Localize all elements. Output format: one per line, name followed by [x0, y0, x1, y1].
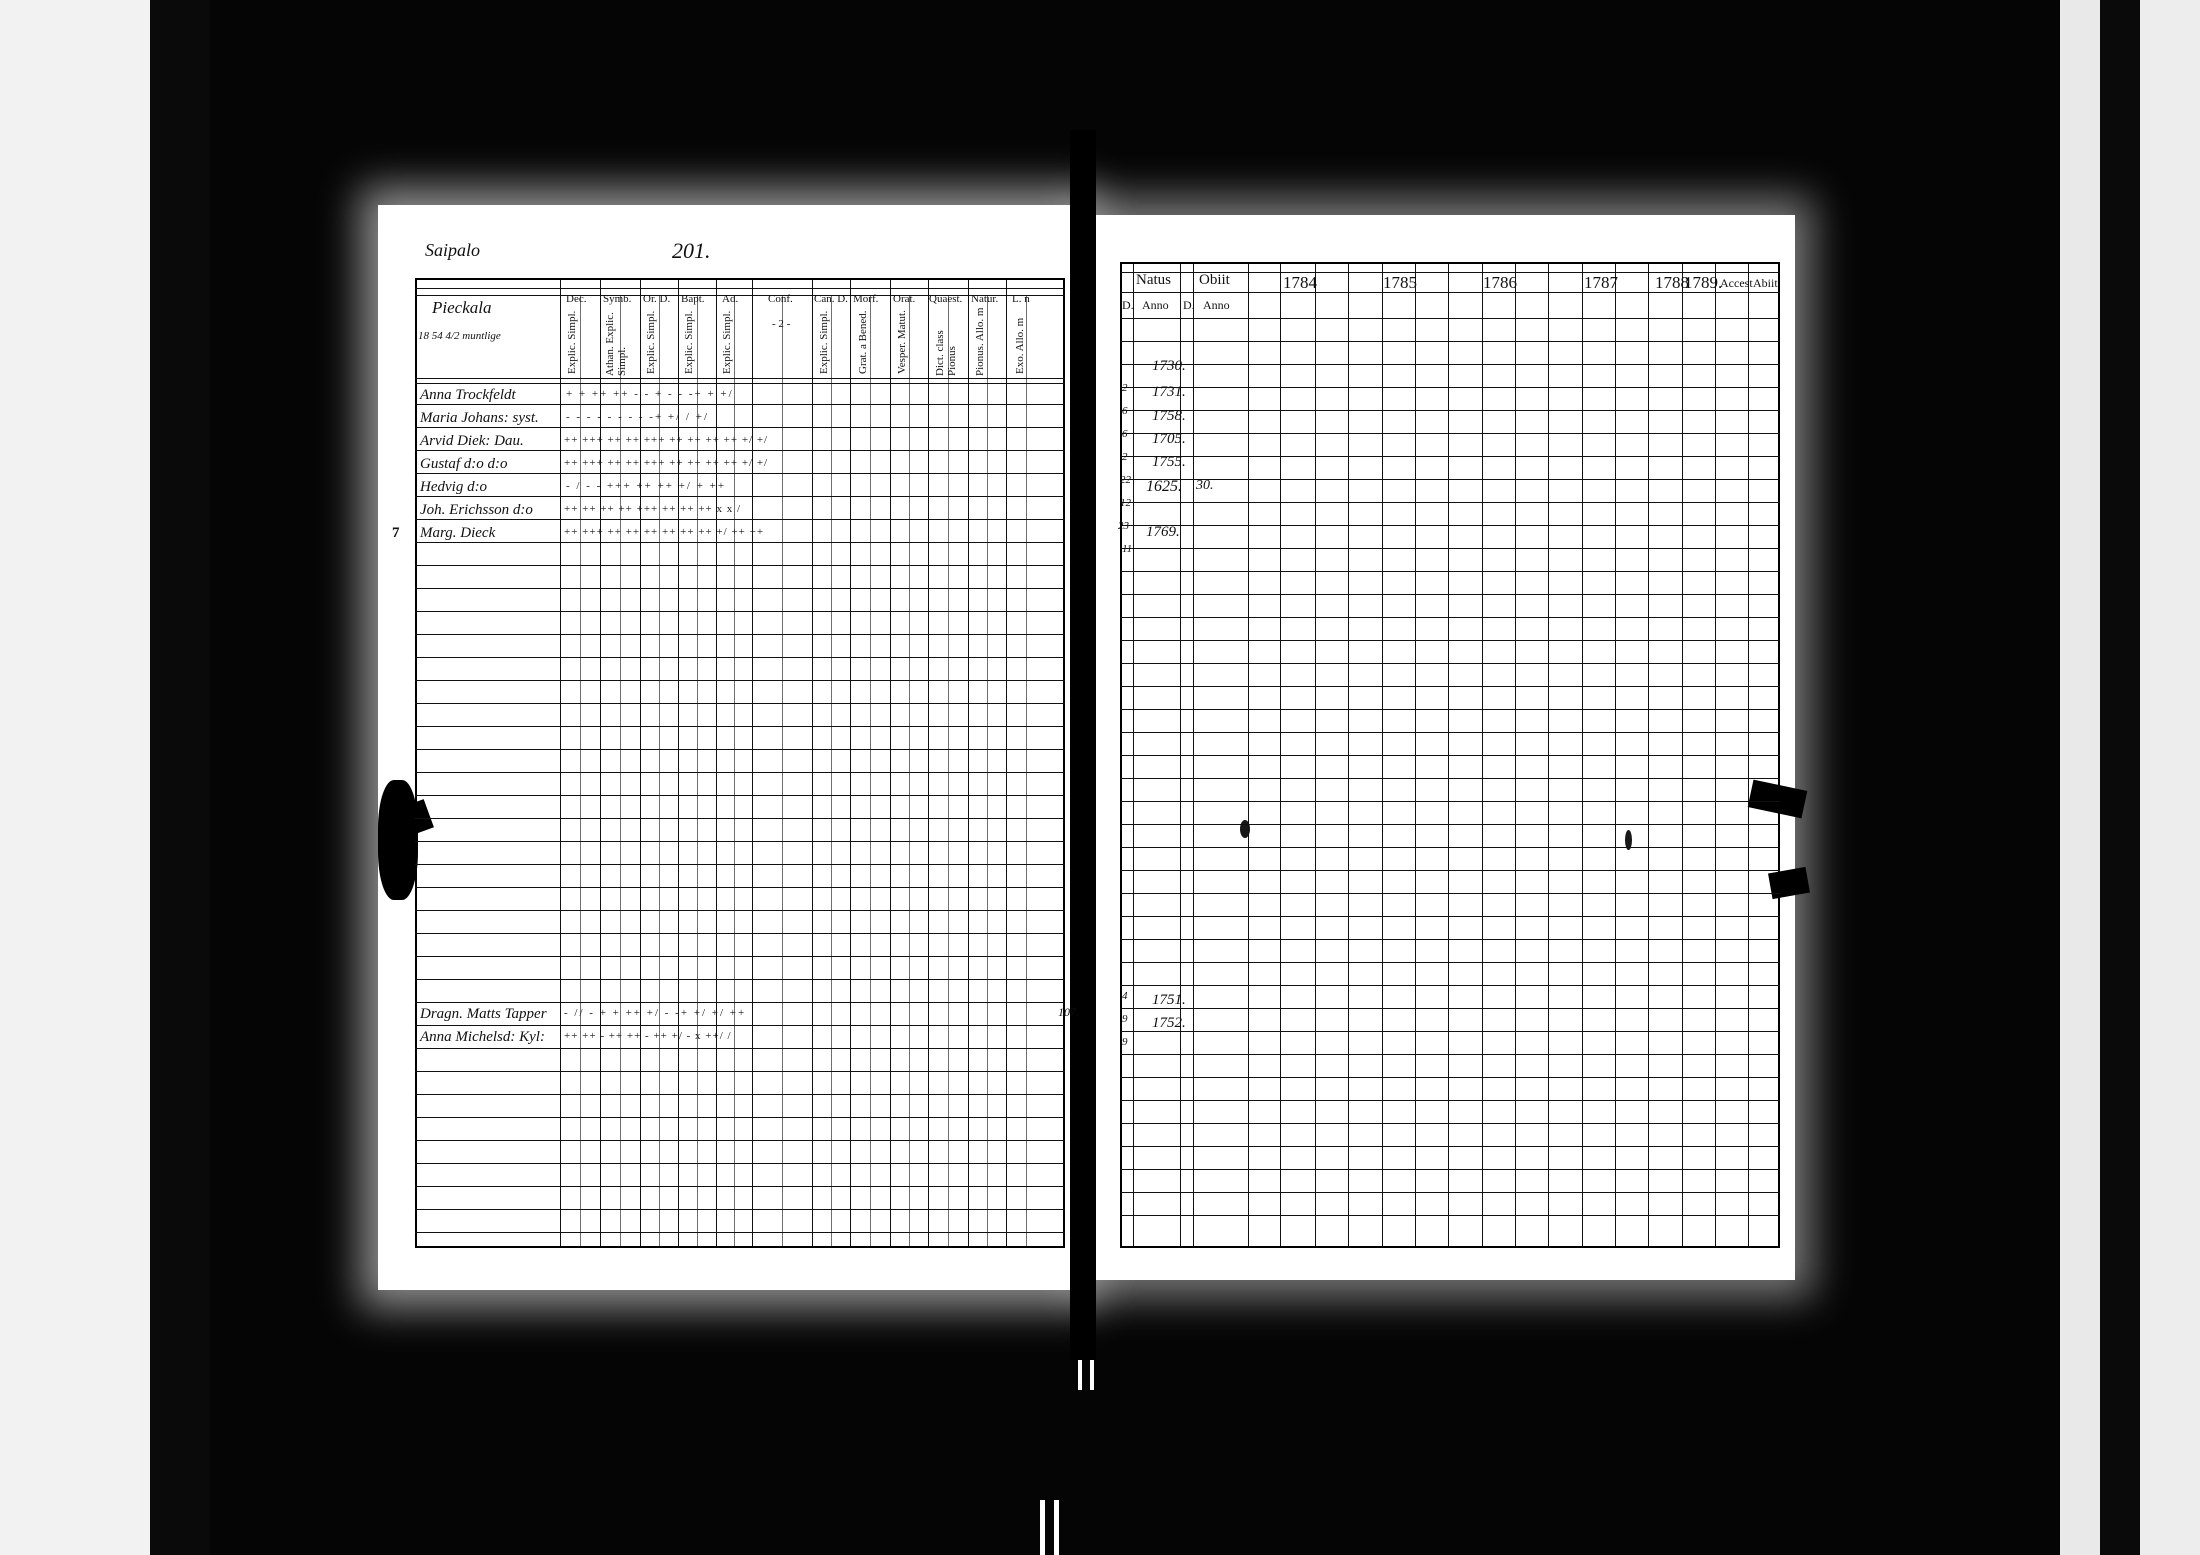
right-col-head-1785: 1785: [1383, 273, 1417, 292]
col-sub-symb: Athan. Explic. Simpl.: [604, 312, 628, 376]
right-row-line-19: [1120, 778, 1780, 779]
left-row-line-11: [415, 634, 1065, 635]
left-row-line-33: [415, 1140, 1065, 1141]
right-row-line-8: [1120, 525, 1780, 526]
entry-day: 2: [1122, 451, 1128, 463]
right-row-line-21: [1120, 824, 1780, 825]
list-item: Anna Trockfeldt: [420, 387, 516, 403]
right-row-line-22: [1120, 847, 1780, 848]
left-row-line-6: [415, 519, 1065, 520]
right-row-line-31: [1120, 1054, 1780, 1055]
left-row-line-1: [415, 404, 1065, 405]
col-head-ad: Ad.: [722, 293, 739, 305]
right-row-line-13: [1120, 640, 1780, 641]
right-row-line-25: [1120, 916, 1780, 917]
row-note: 107.: [1058, 1005, 1079, 1019]
col-sub-ord: Explic. Simpl.: [645, 310, 657, 374]
left-row-line-31: [415, 1094, 1065, 1095]
book-gutter: [1070, 130, 1096, 1360]
frame-tick-foot-b: [1054, 1500, 1059, 1555]
right-col-head-1784: 1784: [1283, 273, 1317, 292]
left-row-line-14: [415, 703, 1065, 704]
left-col-line-10: [968, 280, 969, 1246]
entry-natus-anno: 1731.: [1152, 384, 1186, 400]
left-row-line-23: [415, 910, 1065, 911]
left-col-line-0: [560, 280, 561, 1246]
left-subcol-h: [870, 295, 871, 1246]
row-marks: + + ++ ++ - - + - - -+ + +/: [566, 388, 734, 400]
right-row-line-10: [1120, 571, 1780, 572]
entry-natus-anno: 1730.: [1152, 358, 1186, 374]
list-item: Anna Michelsd: Kyl:: [420, 1029, 545, 1045]
left-row-line-7: [415, 542, 1065, 543]
left-col-line-1: [600, 280, 601, 1246]
entry-day: 22: [1120, 474, 1131, 486]
left-row-line-35: [415, 1186, 1065, 1187]
right-row-line-34: [1120, 1123, 1780, 1124]
col-head-bapt: Bapt.: [681, 293, 705, 305]
left-row-line-8: [415, 565, 1065, 566]
left-subcol-k: [987, 295, 988, 1246]
right-row-line-0: [1120, 341, 1780, 342]
col-head-symb: Symb.: [603, 293, 632, 305]
left-row-line-19: [415, 818, 1065, 819]
row-marks: - - - - - - - - -+ +/ / +/: [566, 411, 709, 423]
entry-natus-anno: 1755.: [1152, 454, 1186, 470]
right-row-line-26: [1120, 939, 1780, 940]
left-row-line-20: [415, 841, 1065, 842]
entry-natus-anno: 1752.: [1152, 1015, 1186, 1031]
row-marks: ++ +++ ++ ++ ++ ++ ++ ++ +/ ++ ++: [564, 526, 765, 538]
right-col-head-abiit: Abiit: [1753, 276, 1778, 290]
list-item: Hedvig d:o: [420, 479, 488, 495]
right-row-line-20: [1120, 801, 1780, 802]
right-row-line-15: [1120, 686, 1780, 687]
right-row-line-27: [1120, 962, 1780, 963]
row-marks: ++ +++ ++ ++ +++ ++ ++ ++ ++ +/ +/: [564, 457, 769, 469]
col-sub-ln: Exo. Allo. m: [1014, 317, 1026, 374]
list-item: Marg. Dieck: [420, 525, 496, 541]
left-col-line-8: [890, 280, 891, 1246]
entry-natus-anno: 1769.: [1146, 524, 1180, 540]
left-row-line-36: [415, 1209, 1065, 1210]
col-head-ln: L. n: [1012, 293, 1030, 305]
list-item: Maria Johans: syst.: [420, 410, 539, 426]
left-row-line-29: [415, 1048, 1065, 1049]
right-row-line-11: [1120, 594, 1780, 595]
left-subcol-g: [831, 295, 832, 1246]
right-row-line-29: [1120, 1008, 1780, 1009]
right-col-head-1787: 1787: [1584, 273, 1618, 292]
col-head-quaest: Quaest.: [929, 293, 963, 305]
left-col-line-7: [850, 280, 851, 1246]
entry-day: 9: [1122, 1013, 1128, 1025]
right-row-line-37: [1120, 1192, 1780, 1193]
left-row-line-13: [415, 680, 1065, 681]
list-item: Joh. Erichsson d:o: [420, 502, 533, 518]
right-row-line-28: [1120, 985, 1780, 986]
left-row-line-18: [415, 795, 1065, 796]
row-marks: ++ ++ ++ ++ +++ ++ ++ ++ x x /: [564, 503, 742, 515]
right-row-line-38: [1120, 1215, 1780, 1216]
col-sub-conf: - 2 -: [772, 318, 791, 330]
entry-natus-anno: 1758.: [1152, 408, 1186, 424]
col-sub-morf: Grat. a Bened.: [857, 310, 869, 374]
col-sub-ad: Explic. Simpl.: [721, 310, 733, 374]
right-sub-anno2: Anno: [1203, 298, 1230, 312]
right-row-line-4: [1120, 433, 1780, 434]
left-col-line-4: [716, 280, 717, 1246]
left-row-line-32: [415, 1117, 1065, 1118]
film-edge-right-dark: [2100, 0, 2140, 1555]
col-head-natur: Natur.: [971, 293, 999, 305]
right-row-line-23: [1120, 870, 1780, 871]
col-sub-quaest: Dict. class Pionus: [934, 330, 958, 376]
right-sub-d1: D.: [1122, 298, 1134, 312]
left-col-line-9: [928, 280, 929, 1246]
col-head-morf: Morf.: [853, 293, 879, 305]
left-row-line-28: [415, 1025, 1065, 1026]
right-col-head-1788: 1788: [1655, 273, 1689, 292]
film-edge-right-light: [2060, 0, 2100, 1555]
frame-tick-foot-a: [1040, 1500, 1045, 1555]
right-row-line-6: [1120, 479, 1780, 480]
left-col-line-2: [640, 280, 641, 1246]
list-item: Dragn. Matts Tapper: [420, 1006, 547, 1022]
left-row-line-9: [415, 588, 1065, 589]
left-row-line-22: [415, 887, 1065, 888]
entry-day: 9: [1122, 1036, 1128, 1048]
right-row-line-14: [1120, 663, 1780, 664]
left-row-line-17: [415, 772, 1065, 773]
right-row-line-32: [1120, 1077, 1780, 1078]
right-row-line-9: [1120, 548, 1780, 549]
list-item: Gustaf d:o d:o: [420, 456, 508, 472]
right-row-line-36: [1120, 1169, 1780, 1170]
right-row-line-1: [1120, 364, 1780, 365]
left-row-line-24: [415, 933, 1065, 934]
left-col-line-11: [1006, 280, 1007, 1246]
row-marks: ++ +++ ++ ++ +++ ++ ++ ++ ++ +/ +/: [564, 434, 769, 446]
left-row-line-27: [415, 1002, 1065, 1003]
right-row-line-12: [1120, 617, 1780, 618]
col-sub-orat: Vesper. Matut.: [896, 310, 908, 374]
left-row-line-2: [415, 427, 1065, 428]
list-item: Arvid Diek: Dau.: [420, 433, 524, 449]
right-row-line-24: [1120, 893, 1780, 894]
margin-mark: 7: [392, 525, 400, 541]
film-edge-left-dark: [150, 0, 210, 1555]
right-row-line-30: [1120, 1031, 1780, 1032]
right-sub-anno1: Anno: [1142, 298, 1169, 312]
right-row-line-18: [1120, 755, 1780, 756]
right-row-line-7: [1120, 502, 1780, 503]
film-edge-left: [0, 0, 150, 1555]
left-subcol-l: [1026, 295, 1027, 1246]
left-page-number: 201.: [672, 238, 711, 263]
film-edge-right-outer: [2140, 0, 2200, 1555]
col-sub-dec: Explic. Simpl.: [566, 310, 578, 374]
entry-day: 11: [1122, 543, 1133, 555]
left-row-line-5: [415, 496, 1065, 497]
right-col-head-natus: Natus: [1136, 272, 1171, 288]
right-sub-d2: D.: [1183, 298, 1195, 312]
entry-obiit: 30.: [1196, 478, 1214, 493]
row-marks: - // - + + ++ +/ - -+ +/ +/ ++: [564, 1007, 747, 1019]
entry-day: 23: [1118, 520, 1129, 532]
left-subcol-i: [909, 295, 910, 1246]
entry-natus-anno: 1751.: [1152, 992, 1186, 1008]
left-row-line-37: [415, 1232, 1065, 1233]
right-row-line-16: [1120, 709, 1780, 710]
left-row-line-16: [415, 749, 1065, 750]
col-head-orat: Orat.: [893, 293, 916, 305]
left-row-line-25: [415, 956, 1065, 957]
col-head-conf: Conf.: [768, 293, 793, 305]
right-row-line-33: [1120, 1100, 1780, 1101]
col-head-dec: Dec.: [566, 293, 587, 305]
right-col-head-1786: 1786: [1483, 273, 1517, 292]
left-row-line-21: [415, 864, 1065, 865]
left-row-line-30: [415, 1071, 1065, 1072]
entry-natus-anno: 1705.: [1152, 431, 1186, 447]
right-row-line-5: [1120, 456, 1780, 457]
left-row-line-26: [415, 979, 1065, 980]
right-row-line-35: [1120, 1146, 1780, 1147]
col-sub-natur: Pionus. Allo. m: [974, 307, 986, 376]
left-table-title: Pieckala: [432, 298, 492, 317]
col-head-ord: Or. D.: [643, 293, 671, 305]
left-row-line-12: [415, 657, 1065, 658]
right-row-line-2: [1120, 387, 1780, 388]
entry-day: 4: [1122, 990, 1128, 1002]
entry-day: 6: [1122, 428, 1128, 440]
left-col-line-3: [678, 280, 679, 1246]
left-row-line-15: [415, 726, 1065, 727]
entry-day: 12: [1120, 497, 1131, 509]
left-row-line-34: [415, 1163, 1065, 1164]
left-subcol-j: [948, 295, 949, 1246]
left-subcol-f: [782, 295, 783, 1246]
left-col-line-6: [812, 280, 813, 1246]
left-row-line-0: [415, 383, 1065, 384]
left-table-subtitle: 18 54 4/2 muntlige: [418, 330, 501, 342]
col-sub-bapt: Explic. Simpl.: [683, 310, 695, 374]
right-hline-header: [1120, 318, 1780, 319]
left-row-line-4: [415, 473, 1065, 474]
left-col-line-5: [752, 280, 753, 1246]
entry-day: 6: [1122, 405, 1128, 417]
right-col-head-1789: 1789.: [1684, 273, 1723, 292]
entry-natus-anno: 1625.: [1146, 478, 1182, 495]
left-row-line-3: [415, 450, 1065, 451]
row-marks: - / - - +++ ++ ++ +/ + ++: [566, 480, 727, 492]
right-row-line-3: [1120, 410, 1780, 411]
row-marks: ++ ++ - ++ ++ - ++ +/ - x ++/ /: [564, 1030, 732, 1042]
entry-day: 2: [1122, 382, 1128, 394]
right-col-head-accest: Accest: [1720, 276, 1753, 290]
col-sub-cand: Explic. Simpl.: [818, 310, 830, 374]
right-row-line-17: [1120, 732, 1780, 733]
right-col-head-obiit: Obiit: [1199, 272, 1230, 288]
left-row-line-10: [415, 611, 1065, 612]
left-page-heading: Saipalo: [425, 240, 481, 260]
col-head-cand: Can. D.: [814, 293, 848, 305]
